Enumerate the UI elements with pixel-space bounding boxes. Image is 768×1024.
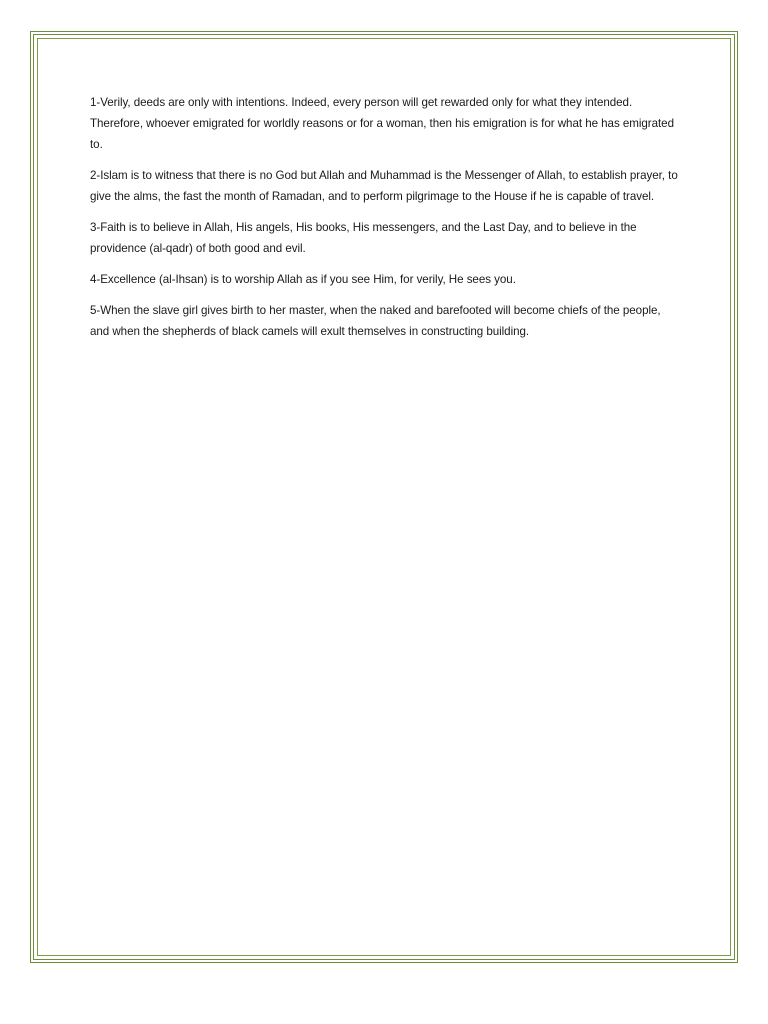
hadith-paragraph-1: 1-Verily, deeds are only with intentions. Indeed, every person will get rewarded only for what they intended. Therefore, whoever emigrated for worldly reasons or for a woman, then his emigration is for what he has emigrated to.	[90, 96, 674, 151]
hadith-paragraph-2: 2-Islam is to witness that there is no God but Allah and Muhammad is the Messenger of Allah, to establish prayer, to give the alms, the fast the month of Ramadan, and to perform pilgrimage to the House if he is capable of travel.	[90, 169, 678, 203]
hadith-paragraph-5: 5-When the slave girl gives birth to her master, when the naked and barefooted will become chiefs of the people, and when the shepherds of black camels will exult themselves in constructing building.	[90, 304, 661, 338]
hadith-paragraph-4: 4-Excellence (al-Ihsan) is to worship Allah as if you see Him, for verily, He sees you.	[90, 273, 516, 286]
document-body	[90, 92, 680, 352]
hadith-paragraph-3: 3-Faith is to believe in Allah, His angels, His books, His messengers, and the Last Day, and to believe in the providence (al-qadr) of both good and evil.	[90, 221, 637, 255]
